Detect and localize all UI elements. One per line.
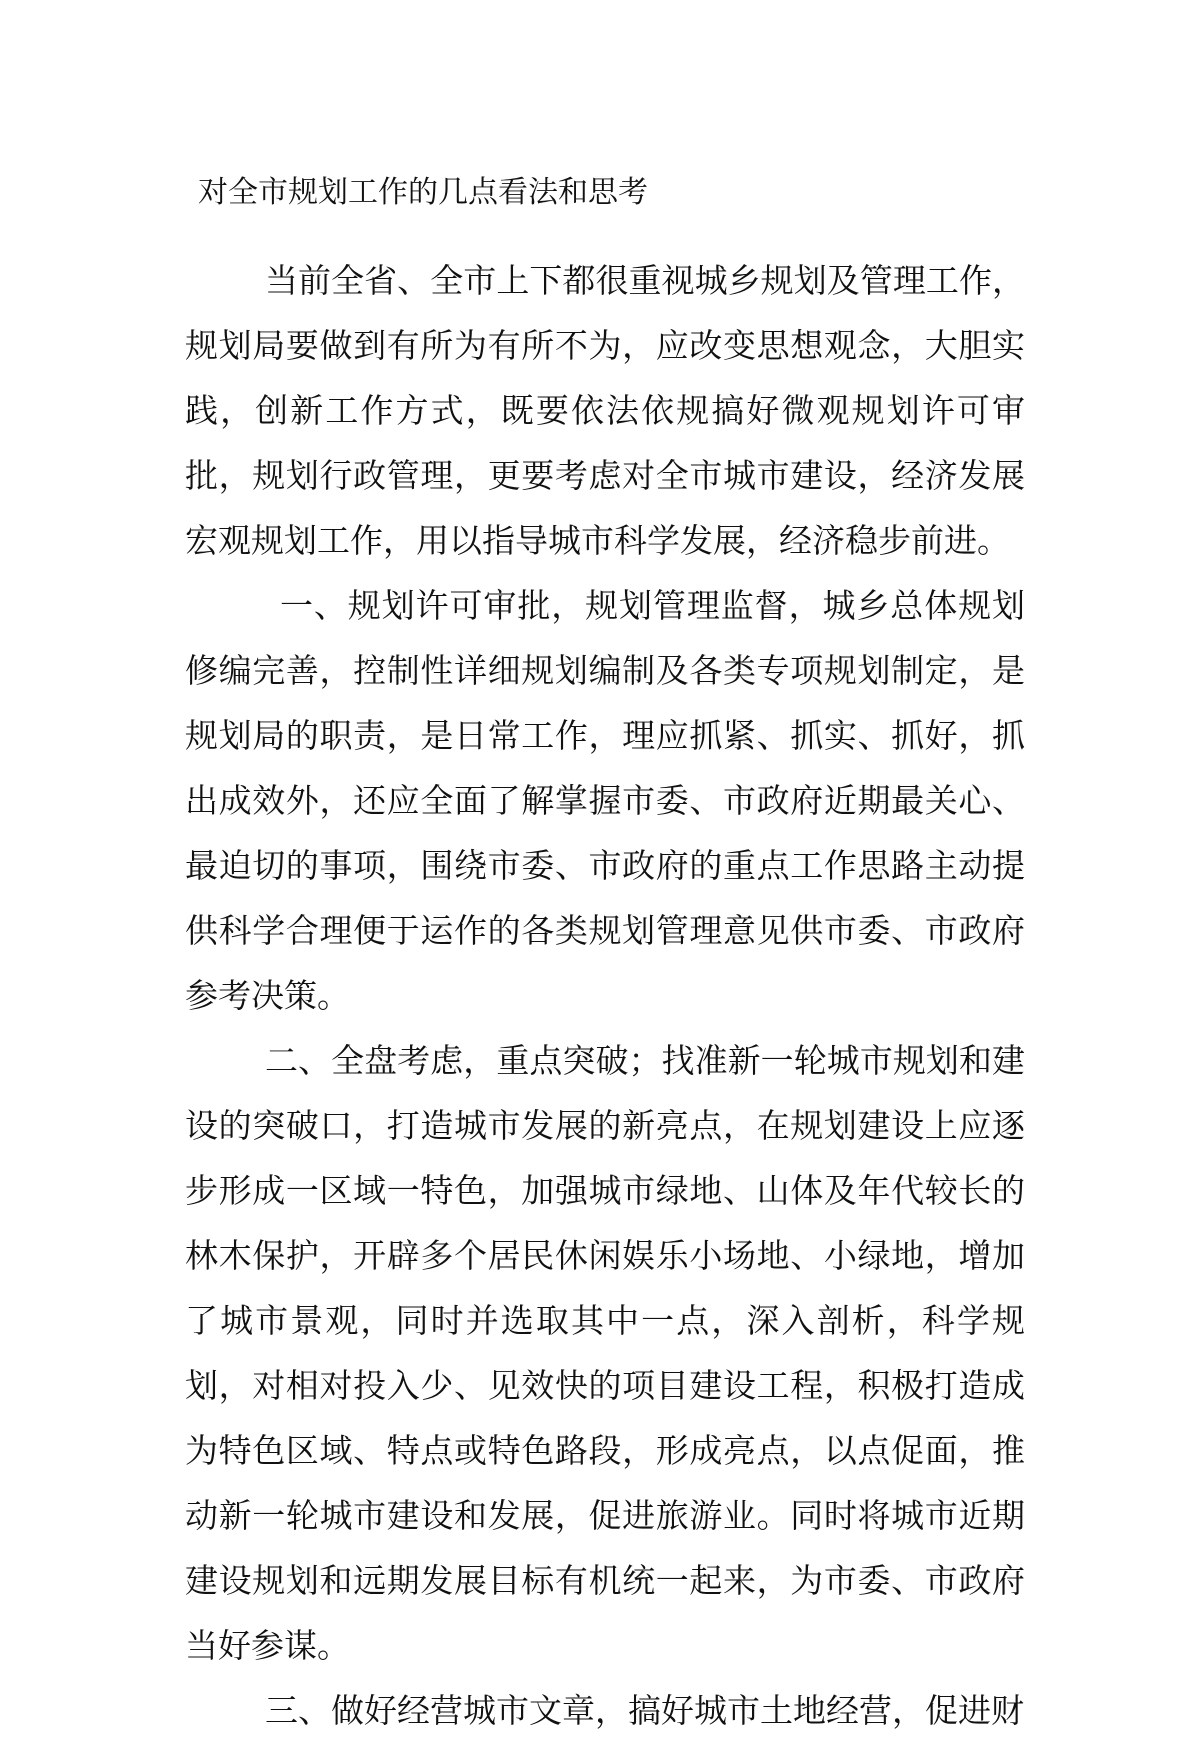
document-body <box>185 248 1025 1743</box>
paragraph-section-3: 三、做好经营城市文章，搞好城市土地经营，促进财 <box>265 1691 1024 1730</box>
paragraph-section-1: 一、规划许可审批，规划管理监督，城乡总体规划修编完善，控制性详细规划编制及各类专项规划制定，是规划局的职责，是日常工作，理应抓紧、抓实、抓好，抓出成效外，还应全面了解掌握市委、市政府近期最关心、最迫切的事项，围绕市委、市政府的重点工作思路主动提供科学合理便于运作的各类规划管理意见供市委、市政府参考决策。 <box>185 586 1025 1015</box>
paragraph-section-2: 二、全盘考虑，重点突破；找准新一轮城市规划和建设的突破口，打造城市发展的新亮点，在规划建设上应逐步形成一区域一特色，加强城市绿地、山体及年代较长的林木保护，开辟多个居民休闲娱乐小场地、小绿地，增加了城市景观，同时并选取其中一点，深入剖析，科学规划，对相对投入少、见效快的项目建设工程，积极打造成为特色区域、特点或特色路段，形成亮点，以点促面，推动新一轮城市建设和发展，促进旅游业。同时将城市近期建设规划和远期发展目标有机统一起来，为市委、市政府当好参谋。 <box>185 1041 1025 1665</box>
paragraph-intro: 当前全省、全市上下都很重视城乡规划及管理工作，规划局要做到有所为有所不为，应改变思想观念，大胆实践，创新工作方式，既要依法依规搞好微观规划许可审批，规划行政管理，更要考虑对全市城市建设，经济发展宏观规划工作，用以指导城市科学发展，经济稳步前进。 <box>185 261 1025 560</box>
document-title: 对全市规划工作的几点看法和思考 <box>198 175 648 210</box>
